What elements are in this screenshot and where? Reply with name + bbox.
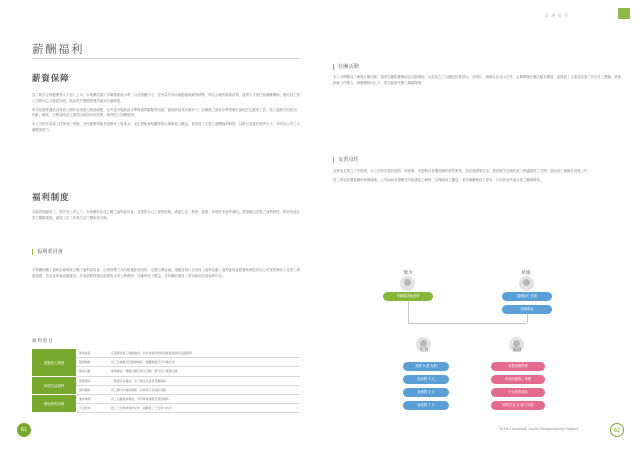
compensation-text bbox=[32, 93, 300, 137]
diagram-box: 子女教育補助 bbox=[491, 388, 545, 397]
table-label: 節慶禮品 bbox=[76, 376, 108, 385]
social-subheading: 社團活動 bbox=[333, 64, 359, 70]
table-row bbox=[32, 376, 300, 385]
diagram-box: 哺集乳室 & 親子活動 bbox=[491, 401, 545, 410]
compensation-heading: 薪資保障 bbox=[32, 73, 70, 83]
maternity-subheading: 友善母性 bbox=[333, 157, 359, 163]
table-cell: 員工在職進修補助、外部專業課程及證照補助 bbox=[108, 394, 300, 403]
committee-subheading: 福利委員會 bbox=[32, 249, 63, 255]
maternity-text bbox=[333, 169, 623, 187]
table-cell: 健康講座、運動社團及健走活動，提升員工健康意識 bbox=[108, 367, 300, 376]
table-label: 進修補助 bbox=[76, 394, 108, 403]
table-cell: 定期提供員工健康檢查，並依檢查結果提供健康諮詢及追蹤服務 bbox=[108, 349, 300, 358]
table-category: 照顧員工健康 bbox=[32, 349, 76, 376]
table-label: 健康檢查 bbox=[76, 349, 108, 358]
compensation-paragraph: 本公司依法為員工投保勞工保險、全民健康保險及提撥勞工退休金，並定期檢視相關制度以保障員工權益，提供員工完善之薪酬福利制度，以吸引並留任優秀人才，共同為公司之永續發展努力。 bbox=[32, 122, 300, 132]
table-cell: 員工子女教育獎助學金，鼓勵員工子女努力向學 bbox=[108, 404, 300, 413]
connector-line bbox=[408, 323, 527, 324]
pregnancy-icon bbox=[400, 276, 415, 291]
table-cell: 三節禮金或禮品、生日禮金及婚喪喜慶補助 bbox=[108, 376, 300, 385]
table-cell: 員工國內外旅遊補助、年終尾牙及摸彩活動 bbox=[108, 385, 300, 394]
benefit-text: 為落實照顧員工，提升員工向心力，本集團依法成立職工福利委員會，並提供多元之福利措施，涵蓋生活、教育、健康、休閒及家庭等面向，期望藉由完善之福利制度，營造幸福友善之職場環境，讓員工在工作與生活之間取得平衡。 bbox=[32, 210, 300, 220]
diagram-box: 產檢假 5 天 bbox=[403, 388, 449, 397]
compensation-paragraph: 為了吸引並保護優秀人才加入公司，本集團依循工作職業薪資水準，以及相關法令，並考量外部市場動態與競爭情勢，制定合理的薪資政策，落實人才留任與激勵機制，強化員工對公司的向心力與認同感，進而提升整體營運效能與永續發展。 bbox=[32, 93, 300, 103]
table-label: 醫療補助 bbox=[76, 358, 108, 367]
diagram-box: 產假 8 週 有薪 bbox=[403, 362, 449, 371]
diagram-box: 孕婦健康檢查假 bbox=[383, 292, 433, 301]
right-page bbox=[319, 0, 638, 452]
title-divider bbox=[32, 58, 300, 59]
table-row bbox=[32, 394, 300, 403]
footer-report-title: 2018 Corporate Social Responsibility Report bbox=[499, 427, 579, 431]
maternity-paragraph: 為營造友善之工作環境，本公司依法提供產假、陪產假、安胎假及育嬰留職停薪等假別，並設置哺集乳室，提供懷孕及哺乳員工舒適隱密之空間，協助員工兼顧家庭與工作。 bbox=[333, 169, 591, 173]
diagram-box: 婚假8天 有薪 bbox=[502, 292, 552, 301]
diagram-box: 陪產假 7 天 bbox=[403, 375, 449, 384]
social-text: 本公司鼓勵員工參與社團活動，提供社團經費補助及活動場地，目前成立之社團包括籃球社、羽球社、瑜珈社及登山社等，定期舉辦社團活動及聯誼，促進員工交流並培養工作以外之興趣，進而紓解工作壓力，凝聚團隊向心力，營造健康快樂之職場環境。 bbox=[333, 75, 622, 85]
items-title: 福利項目 bbox=[32, 339, 54, 344]
diagram-label-family: 家庭 bbox=[512, 348, 522, 353]
diagram-box: 流產假 7 天 bbox=[403, 401, 449, 410]
table-label: 旅遊補助 bbox=[76, 385, 108, 394]
compensation-paragraph: 每年依據營運狀況與員工績效表現進行薪資調整，並考量市場薪資水準與通貨膨脹等因素，確保薪資具有競爭力。各職級之薪資水準皆優於當地法定最低工資，員工起薪不因性別、年齡、種族、宗教或政治立場等因素而有所差異，落實同工同酬原則。 bbox=[32, 107, 300, 118]
corner-accent-box bbox=[618, 8, 630, 19]
corner-section-label: 薪酬福利 bbox=[545, 13, 571, 18]
connector-line bbox=[408, 301, 409, 323]
benefit-table bbox=[32, 349, 300, 413]
table-cell: 員工及眷屬住院醫療補助、團體保險及意外險投保 bbox=[108, 358, 300, 367]
table-category: 優化教育訓練 bbox=[32, 394, 76, 412]
diagram-label-marriage: 結婚 bbox=[521, 271, 531, 276]
page-number-left: 61 bbox=[17, 423, 31, 437]
benefit-heading: 福利制度 bbox=[32, 192, 70, 202]
maternity-paragraph: 員工申請育嬰留職停薪期滿後，公司協助其復職並安排適當之職務，以保障員工權益，並持續關懷員工需求，共同營造幸福友善之職場環境。 bbox=[333, 177, 544, 182]
diagram-box: 結婚禮金 bbox=[502, 305, 552, 314]
table-label: 子女教育 bbox=[76, 404, 108, 413]
diagram-label-pregnancy: 懷孕 bbox=[403, 271, 413, 276]
page-title: 薪酬福利 bbox=[32, 42, 84, 56]
marriage-icon bbox=[519, 276, 534, 291]
table-row bbox=[32, 349, 300, 358]
table-label: 健康活動 bbox=[76, 367, 108, 376]
diagram-label-birth: 生育 bbox=[419, 348, 429, 353]
committee-text: 本集團依職工福利金條例成立職工福利委員會，由勞資雙方共同推選委員組成，定期召開會議，規劃並執行各項員工福利活動，福利委員會經費來源依法由公司按營業收入及員工薪資提撥，並由委員會統籌運用，各項福利措施及經費收支皆公開透明，以確保員工權益，並持續依據員工需求檢討改善福利內容。 bbox=[32, 268, 300, 278]
diagram-box: 家庭照顧假 / 事假 bbox=[491, 375, 545, 384]
diagram-box: 育嬰留職停薪 bbox=[491, 362, 545, 371]
table-category: 休閒生活福利 bbox=[32, 376, 76, 394]
page-number-right: 62 bbox=[610, 423, 624, 437]
connector-line bbox=[527, 314, 528, 323]
